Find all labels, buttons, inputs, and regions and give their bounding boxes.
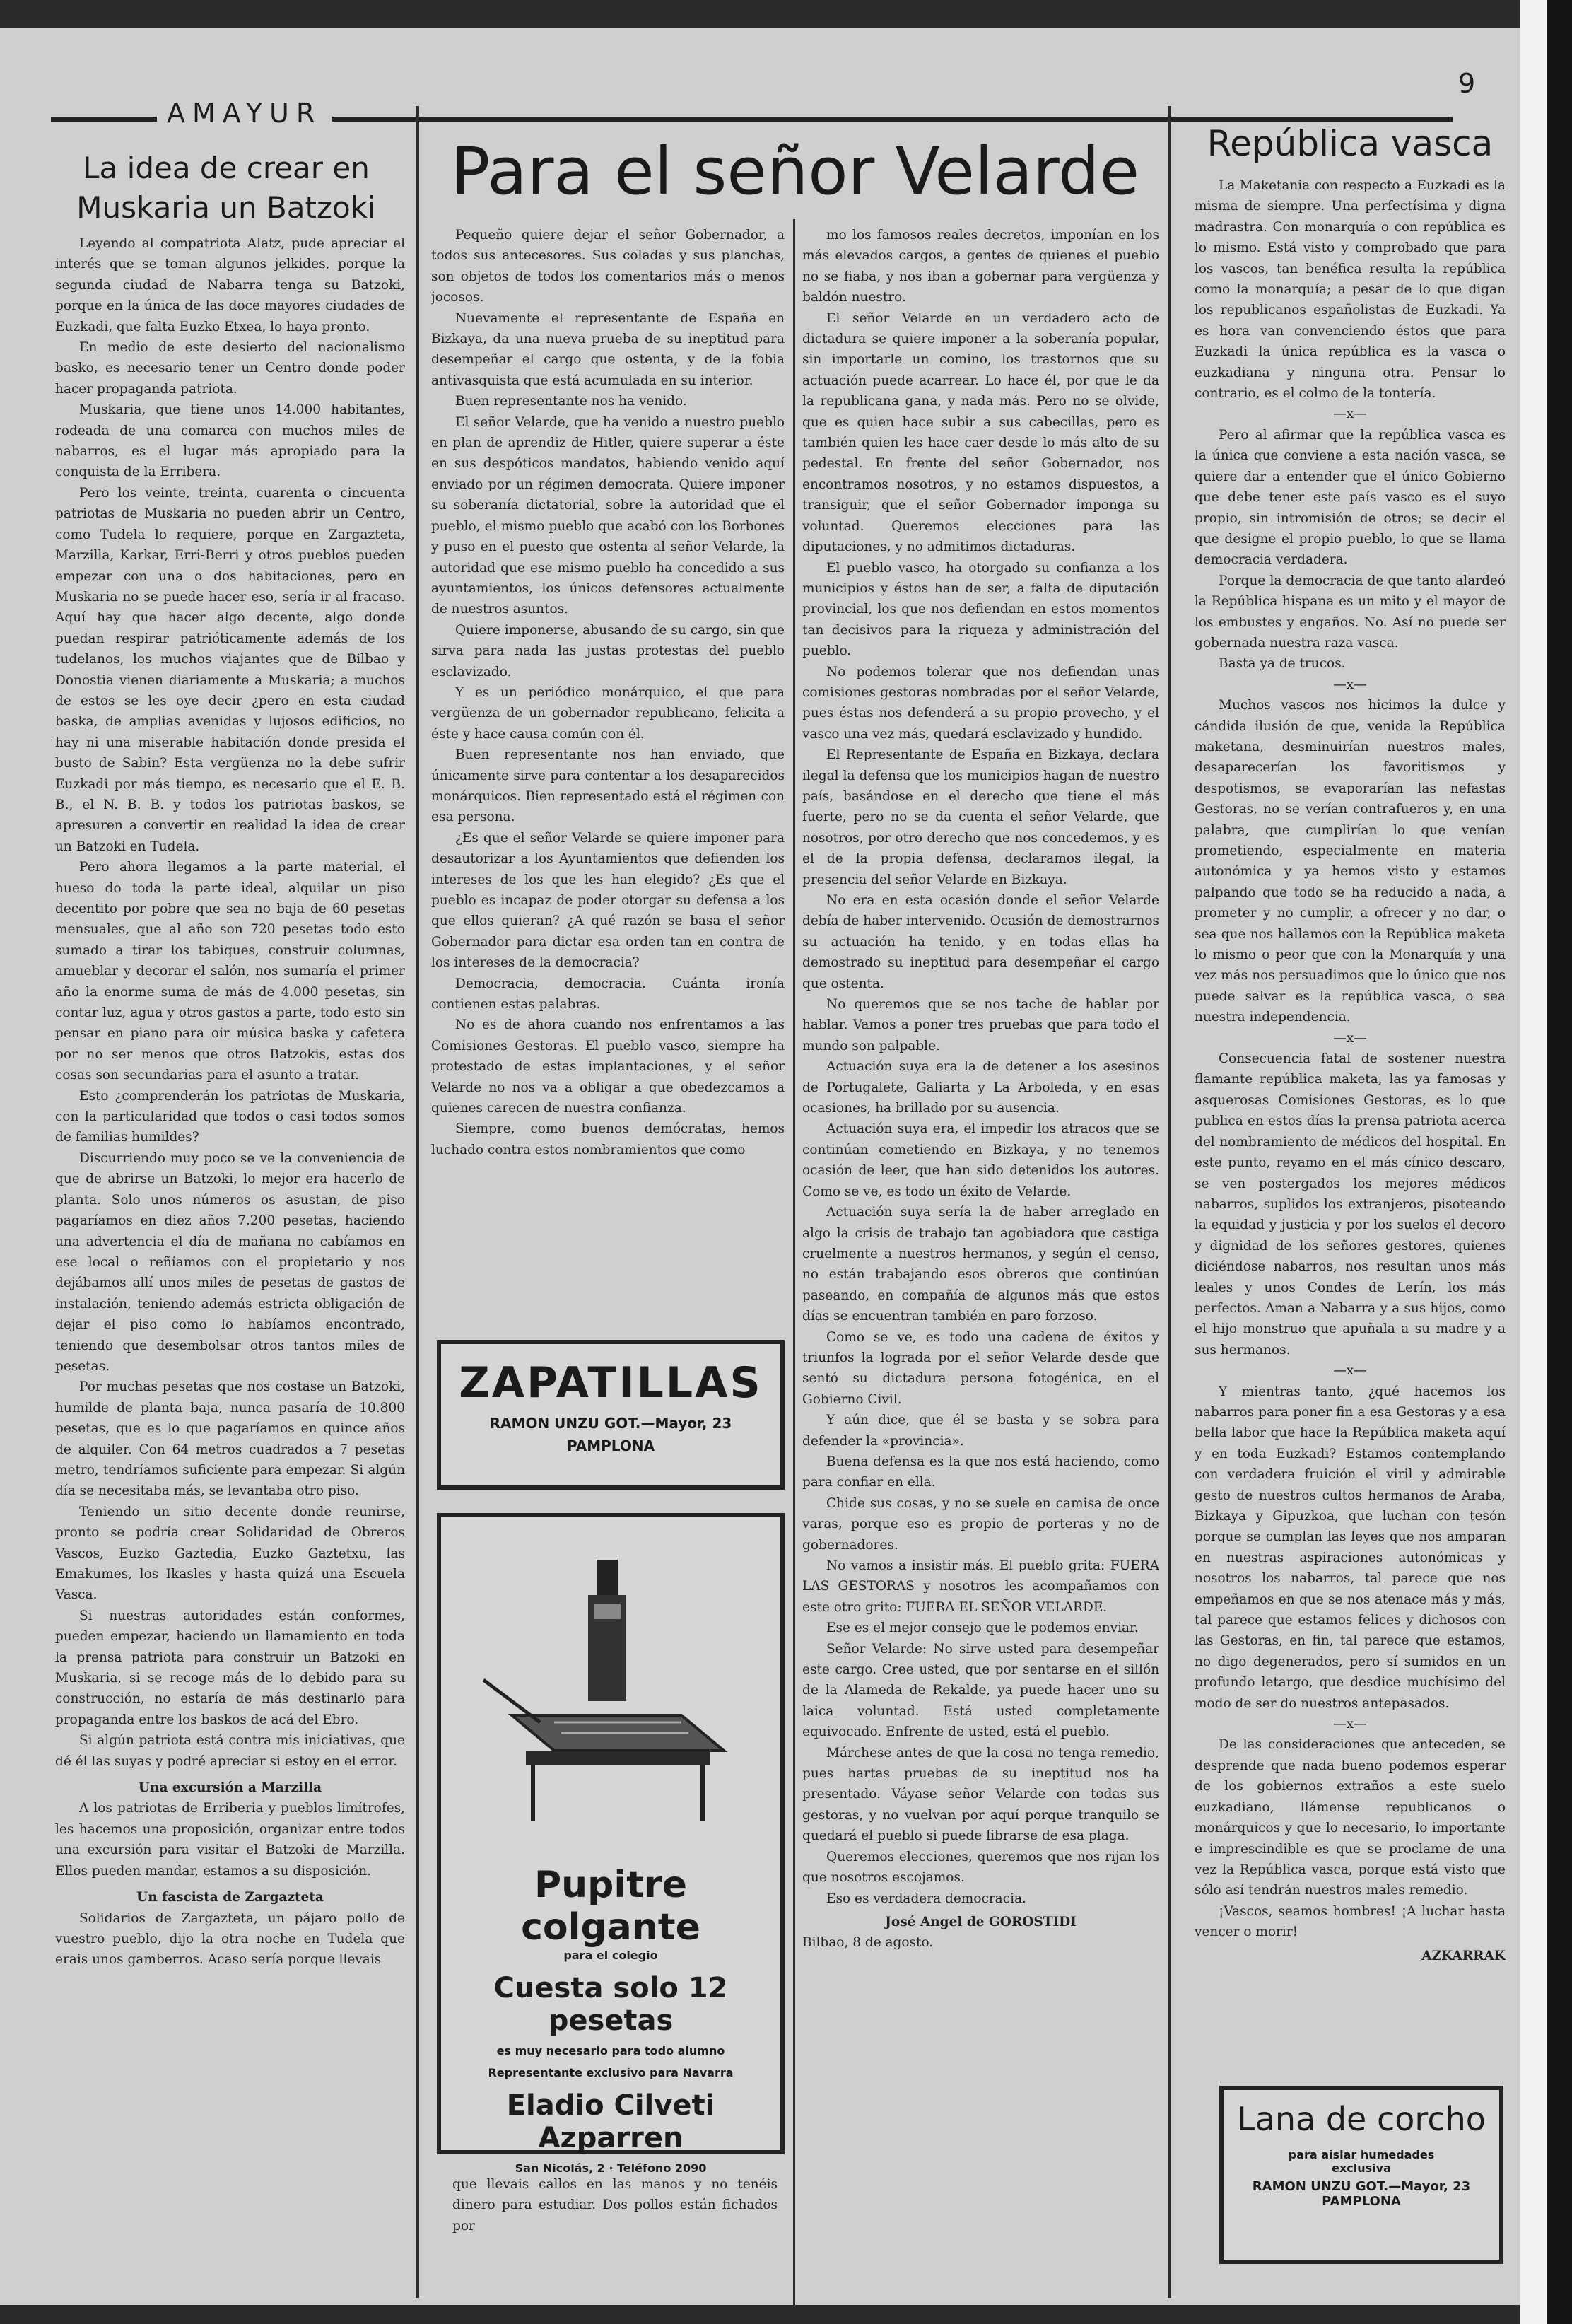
left-paragraph: Esto ¿comprenderán los patriotas de Muskaria, con la particularidad que todos o casi todos somos de familias humildes? — [55, 1088, 405, 1145]
main-col2-paragraph: Ese es el mejor consejo que le podemos enviar. — [826, 1621, 1139, 1636]
right-paragraph: Pero al afirmar que la república vasca es la única que conviene a esta nación vasca, se quiere dar a entender que el único Gobierno que debe tener este país vasco es el suyo propio, sin intromisión de otros; se decir el que designe el propio pueblo, lo que se llama democracia verdadera. — [1195, 427, 1506, 568]
ad-lana-line4: PAMPLONA — [1322, 2194, 1401, 2209]
main-col2-paragraph: Actuación suya era, el impedir los atracos que se continúan cometiendo en Bizkaya, y no tenemos ocasión de leer, que han sido detenidos los autores. Como se ve, es todo un éxito de Velarde. — [802, 1121, 1159, 1199]
main-col2-paragraph: Señor Velarde: No sirve usted para desempeñar este cargo. Cree usted, que por sentarse en el sillón de la Alameda de Rekalde, ya puede hacer uno su laica voluntad. Está usted completamente equivocado. Enfrente de usted, está el pueblo. — [802, 1641, 1159, 1740]
main-col1-paragraph: No es de ahora cuando nos enfrentamos a las Comisiones Gestoras. El pueblo vasco, siempre ha protestado de estas implantaciones, y el señor Velarde no nos va a obligar a que obedezcamos a quienes carecen de nuestra confianza. — [431, 1017, 785, 1116]
right-paragraph: De las consideraciones que anteceden, se desprende que nada bueno podemos esperar de los gobiernos extraños a este suelo euzkadiano, llámense republicanos o monárquicos y que lo necesario, lo importante e imprescindible es que se proclame de una vez la República vasca, porque está visto que sólo así tendrán nuestros males remedio. — [1195, 1737, 1506, 1898]
ad-lana-line1: para aislar humedades — [1288, 2148, 1435, 2161]
column-rule-1 — [416, 106, 419, 2298]
left-headline: La idea de crear en Muskaria un Batzoki — [76, 151, 376, 225]
main-col1-paragraph: Democracia, democracia. Cuánta ironía contienen estas palabras. — [431, 976, 785, 1012]
left-paragraph: Leyendo al compatriota Alatz, pude apreciar el interés que se toman algunos jelkides, porque la segunda ciudad de Nabarra tenga su Batzoki, porque en la única de las doce mayores ciudades de Euzkadi, que falta Euzko Etxea, lo haya pronto. — [55, 236, 405, 334]
right-separator: —x— — [1333, 1717, 1367, 1732]
ad-lana-line2: exclusiva — [1332, 2161, 1391, 2175]
scan-border — [1547, 0, 1572, 2324]
right-separator: —x— — [1333, 1030, 1367, 1046]
left-paragraph: Por muchas pesetas que nos costase un Batzoki, humilde de planta baja, nunca pasaría de 10.800 pesetas, que es lo que pagaríamos en quince años de alquiler. Con 64 metros cuadrados a 7 pesetas metro, tendríamos suficiente para empezar. Si algún día se necesitaba más, se levantaba otro piso. — [55, 1379, 405, 1499]
ad-lana-de-corcho — [1219, 2086, 1503, 2264]
right-paragraph: Porque la democracia de que tanto alardeó la República hispana es un mito y el mayor de los embustes y engaños. No. Así no puede ser gobernada nuestra raza vasca. — [1195, 573, 1506, 650]
masthead-rule-left — [51, 117, 157, 122]
desk-illustration-icon — [469, 1553, 752, 1835]
main-col1-paragraph: Quiere imponerse, abusando de su cargo, sin que sirva para nada las justas protestas del pueblo esclavizado. — [431, 622, 785, 679]
right-headline: República vasca — [1207, 123, 1494, 164]
page-edge — [1520, 0, 1547, 2324]
left-paragraph: Muskaria, que tiene unos 14.000 habitantes, rodeada de una comarca con muchos miles de nabarros, es el lugar más apropiado para la conquista de la Erribera. — [55, 402, 405, 480]
right-paragraph: Consecuencia fatal de sostener nuestra flamante república maketa, las ya famosas y asquerosas Comisiones Gestoras, es lo que publica en estos días la prensa patriota acerca del nombramiento de médicos del hospital. En este punto, reyamo en el más cínico descaro, se ven postergados los mejores médicos nabarros, suplidos los extranjeros, pisoteando la equidad y justicia y por los suelos el decoro y dignidad de los señores gestores, quienes diciéndose nabarros, nos resultan unos más leales y unos Condes de Lerín, los más perfectos. Aman a Nabarra y a sus hijos, como el hijo monstruo que apuñala a su madre y a sus hermanos. — [1195, 1051, 1506, 1357]
left-article-tail-text: que llevais callos en las manos y no tenéis dinero para estudiar. Dos pollos están fichados por — [452, 2177, 778, 2234]
right-paragraph: Basta ya de trucos. — [1219, 656, 1346, 672]
main-col2-paragraph: El Representante de España en Bizkaya, declara ilegal la defensa que los municipios hagan de nuestro país, basándose en el derecho que tiene el más fuerte, pero no se da cuenta el señor Velarde, que nosotros, por otro derecho que nos concedemos, y es el de la propia defensa, declaramos ilegal, la presencia del señor Velarde en Bizkaya. — [802, 747, 1159, 887]
ad-pupitre-name: Eladio Cilveti Azparren — [506, 2089, 715, 2154]
main-col2-paragraph: No queremos que se nos tache de hablar por hablar. Vamos a poner tres pruebas que para todo el mundo son palpable. — [802, 997, 1159, 1053]
main-col2-body — [802, 225, 1159, 1909]
ad-pupitre-title: Pupitre colgante — [521, 1864, 700, 1949]
left-paragraph: Teniendo un sitio decente donde reunirse, pronto se podría crear Solidaridad de Obreros Vascos, Euzko Gaztedia, Euzko Gaztetxu, las Emakumes, los Ikasles y hasta quizá una Escuela Vasca. — [55, 1504, 405, 1603]
right-paragraph: ¡Vascos, seamos hombres! ¡A luchar hasta vencer o morir! — [1195, 1903, 1506, 1940]
main-col1-paragraph: Buen representante nos ha venido. — [455, 394, 687, 409]
right-separator: —x— — [1333, 1363, 1367, 1379]
main-col2-paragraph: Actuación suya sería la de haber arreglado en algo la crisis de trabajo tan agobiadora que castiga cruelmente a nuestros hermanos, y según el censo, no están trabajando esos obreros que continúan paseando, en compañía de algunos más que estos días se encuentran también en paro forzoso. — [802, 1205, 1159, 1324]
left-paragraph: Pero los veinte, treinta, cuarenta o cincuenta patriotas de Muskaria no pueden abrir un Centro, como Tudela lo requiere, porque en Zargazteta, Marzilla, Karkar, Erri-Berri y otros pueblos pueden empezar con una o dos habitaciones, pero en Muskaria no se puede hacer eso, sería ir al fracaso. Aquí hay que hacer algo decente, algo donde puedan respirar patrióticamente además de los tudelanos, los muchos viajantes que de Bilbao y Donostia vienen diariamente a Muskaria; a muchos de estos se les oye decir ¿pero en esta ciudad baska, de amplias avenidas y lujosos edificios, no hay ni una miserable habitación donde presida el busto de Sabin? Esta vergüenza no la debe sufrir Euzkadi por más tiempo, es necesario que el E. B. B., el N. B. B. y todos los patriotas baskos, se apresuren a convertir en realidad la idea de crear un Batzoki en Tudela. — [55, 485, 405, 854]
main-col1-paragraph: Y es un periódico monárquico, el que para vergüenza de un gobernador republicano, felicita a éste y hace causa común con él. — [431, 684, 785, 742]
right-paragraph: La Maketania con respecto a Euzkadi es la misma de siempre. Una perfectísima y digna madrastra. Con monarquía o con república es lo mismo. Está visto y comprobado que para los vascos, tan benéfica resulta la república como la monarquía; a pesar de lo que digan los republicanos españolistas de Euzkadi. Ya es hora van convenciendo éstos que para Euzkadi la única república es la vasca o euzkadiana y ninguna otra. Pensar lo contrario, es el colmo de la tontería. — [1195, 178, 1506, 402]
main-col1-paragraph: ¿Es que el señor Velarde se quiere imponer para desautorizar a los Ayuntamientos que defienden los intereses de los que les han elegido? ¿Es que el pueblo es incapaz de poder otorgar su defensa a los que ellos quieran? ¿A qué razón se basa el señor Gobernador para dictar esa orden tan en contra de los intereses de la democracia? — [431, 830, 785, 971]
ad-pupitre-line1: es muy necesario para todo alumno — [496, 2044, 725, 2057]
main-col1-body — [431, 225, 785, 1160]
right-article — [1195, 175, 1506, 2077]
right-paragraph: Muchos vascos nos hicimos la dulce y cándida ilusión de que, venida la República maketana, desminuirían nuestros males, desaparecerían los favoritismos y despotismos, se evaporarían las nefastas Gestoras, no se verían contrafueros y, en una palabra, que cumplirían lo que venían prometiendo, especialmente en materia autonómica y ya hemos visto y estamos palpando que todo se ha reducido a nada, a prometer y no cumplir, a ofrecer y no dar, o sea que nos hallamos con la República maketa lo mismo o peor que con la Monarquía y una vez más nos persuadimos que lo único que nos puede salvar es la república vasca, o sea nuestra independencia. — [1195, 698, 1506, 1025]
main-col2-paragraph: El señor Velarde en un verdadero acto de dictadura se quiere imponer a la soberanía popular, sin importarle un comino, los trastornos que su actuación puede acarrear. Lo hace él, por que le da la republicana gana, y nada más. Pero no se olvide, que es quien hace subir a sus cabecillas, pero es también quien les hace caer desde lo más alto de su pedestal. En frente del señor Gobernador, nos encontramos nosotros, y no estamos dispuestos, a transiguir, que el señor Gobernador imponga su voluntad. Queremos elecciones para las diputaciones, y no admitimos dictaduras. — [802, 310, 1159, 555]
main-col2-paragraph: Y aún dice, que él se basta y se sobra para defender la «provincia». — [802, 1413, 1159, 1449]
main-col1-paragraph: Nuevamente el representante de España en Bizkaya, da una nueva prueba de su ineptitud para desempeñar el cargo que ostenta, y de la fobia antivasquista que está acumulada en su interior. — [431, 310, 785, 388]
left-article-tail — [452, 2174, 778, 2259]
main-col1-paragraph: El señor Velarde, que ha venido a nuestro pueblo en plan de aprendiz de Hitler, quiere superar a éste en sus despóticos mandatos, habiendo venido aquí enviado por un régimen democrata. Quiere imponer su soberanía dictatorial, sobre la autoridad que el pueblo, el mismo pueblo que acabó con los Borbones y puso en el puesto que ostenta al señor Velarde, la autoridad que ese mismo pueblo ha concedido a sus ayuntamientos, los únicos defensores actualmente de nuestros asuntos. — [431, 414, 785, 617]
ad-zapatillas-title: ZAPATILLAS — [459, 1358, 763, 1408]
ad-pupitre-line2: Representante exclusivo para Navarra — [488, 2066, 734, 2079]
main-col1-paragraph: Buen representante nos han enviado, que únicamente sirve para contentar a los desaparecidos monárquicos. Bien representado está el régimen con esa persona. — [431, 747, 785, 825]
main-col2-paragraph: No era en esta ocasión donde el señor Velarde debía de haber intervenido. Ocasión de demostrarnos su actuación ha tenido, y en todas ellas ha demostrado su ineptitud para desempeñar el cargo que ostenta. — [802, 893, 1159, 991]
main-headline: Para el señor Velarde — [450, 134, 1140, 209]
left-subhead-2-text: Solidarios de Zargazteta, un pájaro pollo de vuestro pueblo, dijo la otra noche en Tudela que erais unos gamberros. Acaso sería porque llevais — [55, 1910, 405, 1968]
right-article-body — [1195, 175, 1506, 1943]
main-article-col2 — [802, 225, 1159, 2296]
column-rule-inner — [793, 219, 795, 2312]
main-col2-paragraph: Queremos elecciones, queremos que nos rijan los que nosotros escojamos. — [802, 1849, 1159, 1886]
main-col1-paragraph: Siempre, como buenos demócratas, hemos luchado contra estos nombramientos que como — [431, 1121, 785, 1157]
column-rule-2 — [1168, 106, 1171, 2298]
right-paragraph: Y mientras tanto, ¿qué hacemos los nabarros para poner fin a esa Gestoras y a esa bella labor que hace la República maketa aquí y en toda Euzkadi? Estamos contemplando con verdadera fruición el viril y admirable gesto de nuestros cultos hermanos de Araba, Bizkaya y Gipuzkoa, que luchan con tesón porque se cumplan las leyes que nos amparan en nuestras aspiraciones autonómicas y nosotros los nabarros, tal parece que nos empeñamos en que se nos atenace más y más, tal parece que estamos felices y dichosos con las Gestoras, en fin, tal parece que estamos, no digo degenerados, pero sí sumidos en un profundo letargo, que desdice muchísimo del modo de ser do nuestros antepasados. — [1195, 1384, 1506, 1711]
ad-pupitre-sub: para el colegio — [563, 1949, 658, 1962]
left-subhead-1-text: A los patriotas de Erriberia y pueblos limítrofes, les hacemos una proposición, organizar entre todos una excursión para visitar el Batzoki de Marzilla. Ellos pueden mandar, estamos a su disposición. — [55, 1801, 405, 1879]
page-number: 9 — [1458, 68, 1476, 99]
main-col2-paragraph: Eso es verdadera democracia. — [826, 1891, 1026, 1906]
main-col2-paragraph: Márchese antes de que la cosa no tenga remedio, pues hartas pruebas de su ineptitud nos ha presentado. Váyase señor Velarde con todas sus gestoras, y no vuelvan por aquí porque tranquilo se quedará el pueblo si puede librarse de esa plaga. — [802, 1745, 1159, 1844]
left-article-body — [55, 233, 405, 1772]
main-dateline: Bilbao, 8 de agosto. — [802, 1935, 934, 1951]
right-separator: —x— — [1333, 677, 1367, 692]
main-col2-paragraph: Actuación suya era la de detener a los asesinos de Portugalete, Galiarta y La Arboleda, y en esas ocasiones, ha brillado por su ausencia. — [802, 1059, 1159, 1116]
main-col2-paragraph: No vamos a insistir más. El pueblo grita: FUERA LAS GESTORAS y nosotros les acompañamos con este otro grito: FUERA EL SEÑOR VELARDE. — [802, 1558, 1159, 1615]
right-separator: —x— — [1333, 407, 1367, 422]
left-article — [55, 233, 405, 2298]
main-col2-paragraph: Como se ve, es todo una cadena de éxitos y triunfos la lograda por el señor Velarde desde que sentó su dictadura persona fotogénica, en el Gobierno Civil. — [802, 1329, 1159, 1407]
left-paragraph: Si algún patriota está contra mis iniciativas, que dé él las suyas y podré apreciar si estoy en el error. — [55, 1733, 405, 1769]
ad-pupitre — [437, 1513, 785, 2175]
ad-lana-line3: RAMON UNZU GOT.—Mayor, 23 — [1252, 2179, 1471, 2194]
left-paragraph: En medio de este desierto del nacionalismo basko, es necesario tener un Centro donde poder hacer propaganda patriota. — [55, 340, 405, 397]
main-article-col1 — [431, 225, 785, 1307]
left-paragraph: Si nuestras autoridades están conformes, pueden empezar, haciendo un llamamiento en toda la prensa patriota para construir un Batzoki en Muskaria, si se recoge más de lo debido para su construcción, no estaría de más destinarlo para propaganda entre los baskos de acá del Ebro. — [55, 1608, 405, 1727]
ad-pupitre-price: Cuesta solo 12 pesetas — [493, 1972, 728, 2037]
main-col2-paragraph: Chide sus cosas, y no se suele en camisa de once varas, porque eso es propio de porteras y no de gobernadores. — [802, 1495, 1159, 1553]
left-paragraph: Pero ahora llegamos a la parte material, el hueso do toda la parte ideal, alquilar un piso decentito por pobre que sea no baja de 60 pesetas mensuales, que al año son 720 pesetas todo esto sumado a tirar los tabiques, construir columnas, amueblar y decorar el salón, nos sumaría el primer año la enorme suma de más de 4.000 pesetas, sin contar luz, agua y otros gastos a parte, todo esto sin pensar en piano para oir música baska y cafetera por no ser menos que otros Batzokis, estas dos cosas son secundarias para el asunto a tratar. — [55, 860, 405, 1083]
left-subhead-1: Una excursión a Marzilla — [138, 1780, 322, 1796]
ad-pupitre-addr: San Nicolás, 2 · Teléfono 2090 — [515, 2161, 707, 2175]
main-col2-paragraph: El pueblo vasco, ha otorgado su confianza a los municipios y éstos han de ser, a falta de diputación provincial, los que nos defiendan en estos momentos tan decisivos para la riqueza y administración del pueblo. — [802, 560, 1159, 659]
ad-zapatillas-line2: PAMPLONA — [566, 1437, 655, 1454]
right-signature: AZKARRAK — [1421, 1948, 1506, 1963]
main-signature: José Angel de GOROSTIDI — [885, 1914, 1077, 1929]
ad-zapatillas-line1: RAMON UNZU GOT.—Mayor, 23 — [489, 1415, 732, 1432]
main-col2-paragraph: No podemos tolerar que nos defiendan unas comisiones gestoras nombradas por el señor Velarde, pues éstas nos defenderá a su propio provecho, y el vasco una vez más, quedará esclavizado y hundido. — [802, 664, 1159, 742]
main-col2-paragraph: Buena defensa es la que nos está haciendo, como para confiar en ella. — [802, 1454, 1159, 1490]
ad-lana-title: Lana de corcho — [1237, 2100, 1486, 2138]
main-col1-paragraph: Pequeño quiere dejar el señor Gobernador, a todos sus antecesores. Sus coladas y sus planchas, son objetos de todos los comentarios más o menos jocosos. — [431, 228, 785, 305]
ad-zapatillas — [437, 1340, 785, 1490]
masthead: AMAYUR — [167, 98, 322, 129]
main-col2-paragraph: mo los famosos reales decretos, imponían en los más elevados cargos, a gentes de quienes el pueblo no se fiaba, y nos iban a gobernar para vergüenza y baldón nuestro. — [802, 228, 1159, 305]
left-paragraph: Discurriendo muy poco se ve la conveniencia de que de abrirse un Batzoki, lo mejor era hacerlo de planta. Solo unos números os asustan, de piso pagaríamos en diez años 7.200 pesetas, haciendo una advertencia el día de mañana no cabíamos en ese local o reñíamos con el propietario y nos dejábamos allí unos miles de pesetas de gastos de instalación, teniendo además estricta obligación de dejar el piso como lo habíamos encontrado, teniendo que desembolsar otros tantos miles de pesetas. — [55, 1150, 405, 1374]
left-subhead-2: Un fascista de Zargazteta — [136, 1890, 324, 1905]
